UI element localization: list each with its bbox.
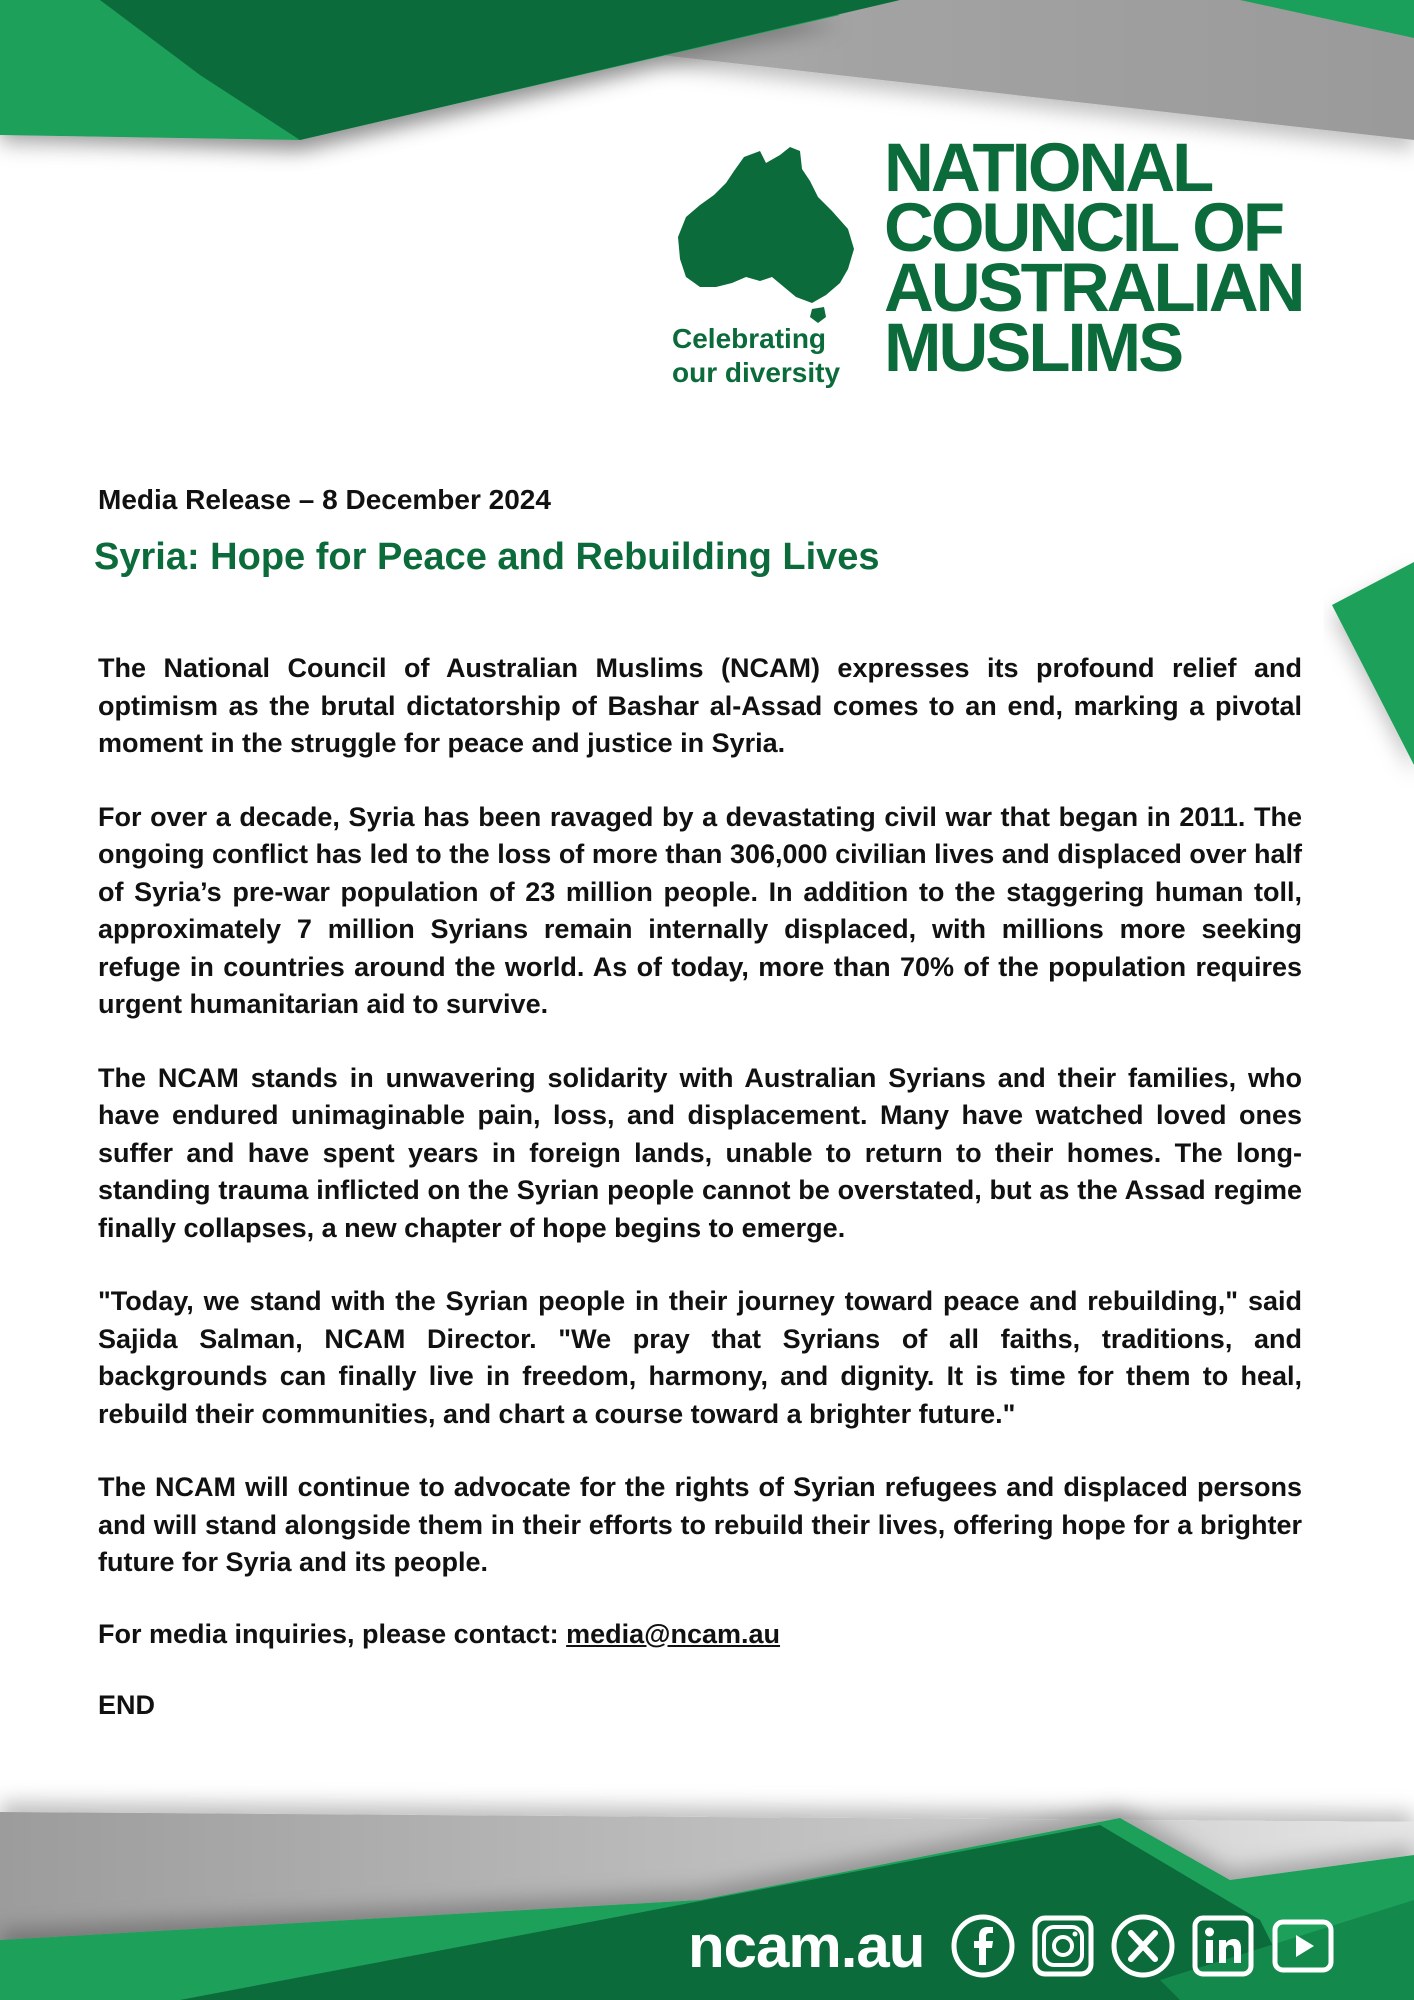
facebook-icon[interactable] (950, 1913, 1016, 1979)
org-name: NATIONAL COUNCIL OF AUSTRALIAN MUSLIMS (884, 129, 1303, 386)
linkedin-icon[interactable] (1190, 1913, 1256, 1979)
media-contact (98, 1616, 1302, 1654)
media-contact-label: For media inquiries, please contact: (98, 1618, 567, 1649)
paragraph: The NCAM will continue to advocate for the rights of Syrian refugees and displaced persons and will stand alongside them in their efforts to rebuild their lives, offering hope for a brighter future for Syria and its people. (98, 1472, 1302, 1577)
paragraph: For over a decade, Syria has been ravaged by a devastating civil war that began in 2011. The ongoing conflict has led to the loss of more than 306,000 civilian lives and displaced over half of Syria’s pre-war population of 23 million people. In addition to the staggering human toll, approximately 7 million Syrians remain internally displaced, with millions more seeking refuge in countries around the world. As of today, more than 70% of the population requires urgent humanitarian aid to survive. (98, 801, 1302, 1019)
x-icon[interactable] (1110, 1913, 1176, 1979)
release-date-line: Media Release – 8 December 2024 (98, 484, 551, 515)
release-body (98, 650, 1302, 1725)
australia-map-icon (672, 145, 862, 323)
paragraph: "Today, we stand with the Syrian people in their journey toward peace and rebuilding," said Sajida Salman, NCAM Director. "We pray that Syrians of all faiths, traditions, and backgrounds can finally live in freedom, harmony, and dignity. It is time for them to heal, rebuild their communities, and chart a course toward a brighter future." (98, 1286, 1302, 1429)
website-link[interactable]: ncam.au (688, 1912, 925, 1980)
org-tagline: Celebrating our diversity (672, 323, 841, 388)
page-title: Syria: Hope for Peace and Rebuilding Lives (94, 536, 880, 578)
paragraph: The NCAM stands in unwavering solidarity with Australian Syrians and their families, who have endured unimaginable pain, loss, and displacement. Many have watched loved ones suffer and have spent years in foreign lands, unable to return to their homes. The long-standing trauma inflicted on the Syrian people cannot be overstated, but as the Assad regime finally collapses, a new chapter of hope begins to emerge. (98, 1062, 1302, 1243)
footer (688, 1906, 1336, 1986)
instagram-icon[interactable] (1030, 1913, 1096, 1979)
end-marker: END (98, 1690, 156, 1720)
media-email-link[interactable]: media@ncam.au (566, 1618, 781, 1649)
paragraph: The National Council of Australian Muslims (NCAM) expresses its profound relief and optimism as the brutal dictatorship of Bashar al-Assad comes to an end, marking a pivotal moment in the struggle for peace and justice in Syria. (98, 653, 1302, 758)
youtube-icon[interactable] (1270, 1913, 1336, 1979)
